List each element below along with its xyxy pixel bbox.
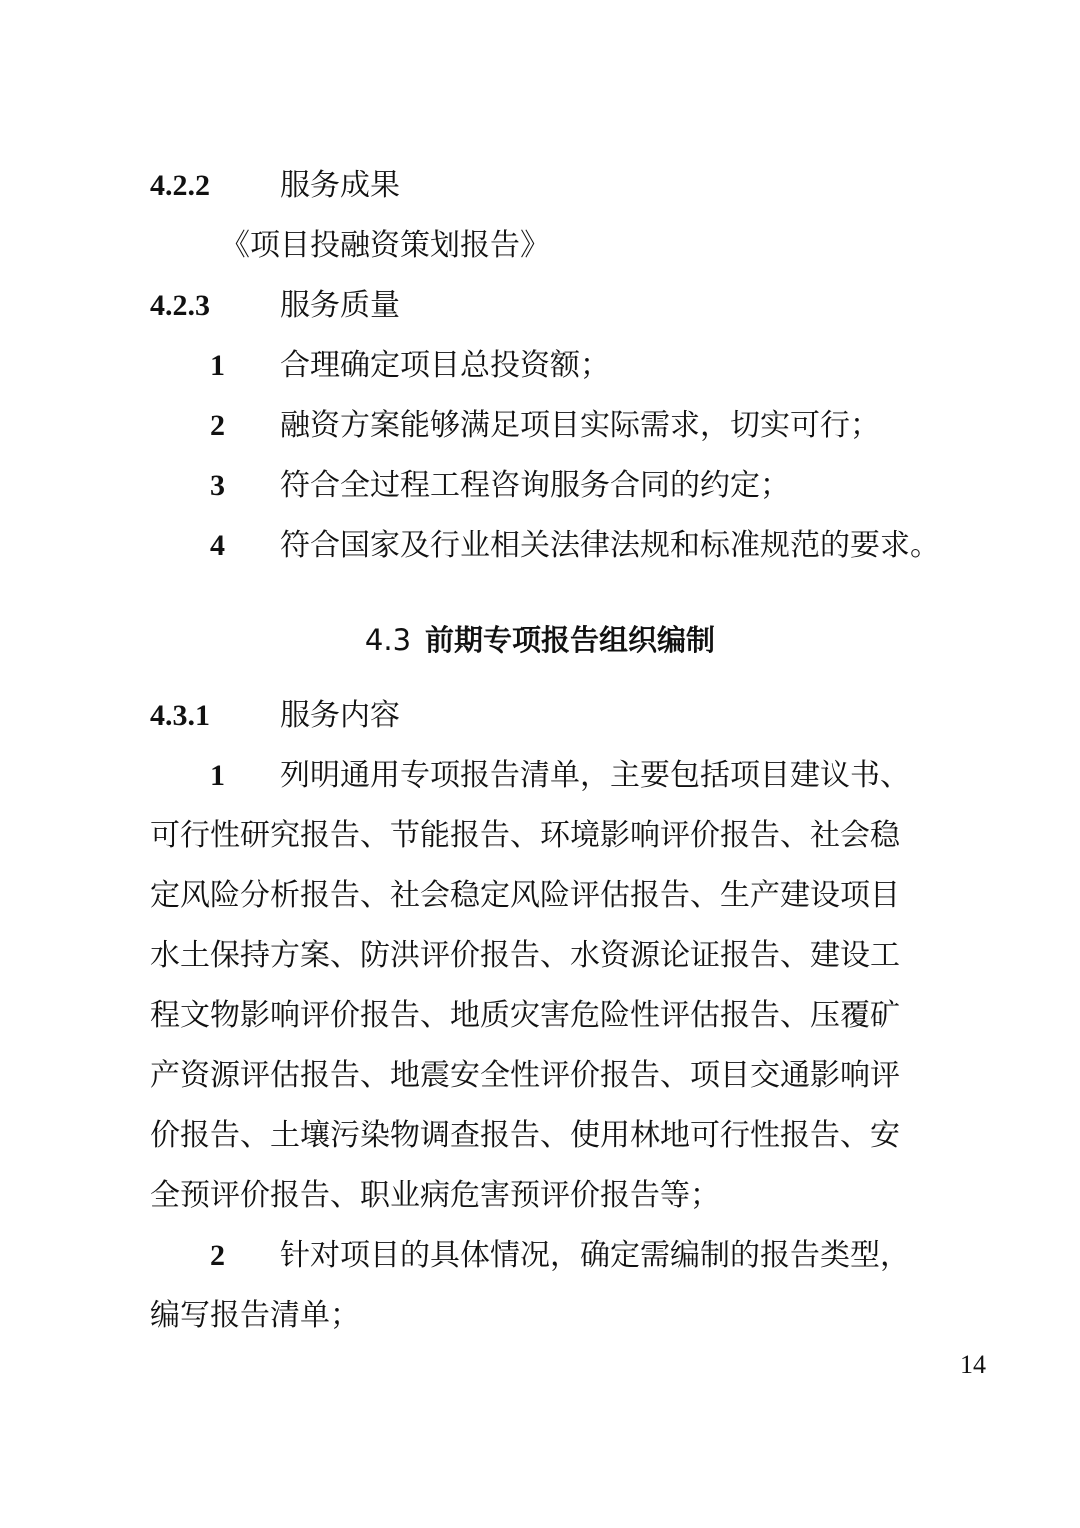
deliverable-text: 《项目投融资策划报告》 (220, 228, 550, 263)
paragraph-line: 编写报告清单； (150, 1298, 360, 1333)
section-title: 服务成果 (280, 168, 400, 203)
paragraph-line: 价报告、土壤污染物调查报告、使用林地可行性报告、安 (150, 1118, 900, 1153)
section-number: 4.2.3 (150, 289, 210, 322)
paragraph-number: 2 (210, 1239, 225, 1272)
section-title: 服务质量 (280, 288, 400, 323)
page-number: 14 (960, 1350, 986, 1379)
list-item-number: 2 (210, 409, 225, 442)
paragraph-line: 程文物影响评价报告、地质灾害危险性评估报告、压覆矿 (150, 998, 900, 1033)
section-number: 4.2.2 (150, 169, 210, 202)
paragraph-line: 产资源评估报告、地震安全性评价报告、项目交通影响评 (150, 1058, 900, 1093)
list-item-number: 1 (210, 349, 225, 382)
list-item-text: 合理确定项目总投资额； (280, 348, 610, 383)
list-item-text: 符合全过程工程咨询服务合同的约定； (280, 468, 790, 503)
section-title: 服务内容 (280, 698, 400, 733)
chapter-title: 前期专项报告组织编制 (425, 623, 716, 657)
paragraph-number: 1 (210, 759, 225, 792)
paragraph-line: 水土保持方案、防洪评价报告、水资源论证报告、建设工 (150, 938, 900, 973)
paragraph-line: 针对项目的具体情况，确定需编制的报告类型， (280, 1238, 910, 1273)
list-item-number: 3 (210, 469, 225, 502)
paragraph-line: 可行性研究报告、节能报告、环境影响评价报告、社会稳 (150, 818, 900, 853)
list-item-text: 符合国家及行业相关法律法规和标准规范的要求。 (280, 528, 940, 563)
list-item-number: 4 (210, 529, 225, 562)
paragraph-line: 全预评价报告、职业病危害预评价报告等； (150, 1178, 720, 1213)
paragraph-line: 定风险分析报告、社会稳定风险评估报告、生产建设项目 (150, 878, 900, 913)
section-number: 4.3.1 (150, 699, 210, 732)
paragraph-line: 列明通用专项报告清单，主要包括项目建议书、 (280, 758, 910, 793)
list-item-text: 融资方案能够满足项目实际需求，切实可行； (280, 408, 880, 443)
chapter-number: 4.3 (364, 623, 412, 657)
chapter-heading-4-3 (0, 620, 1080, 660)
